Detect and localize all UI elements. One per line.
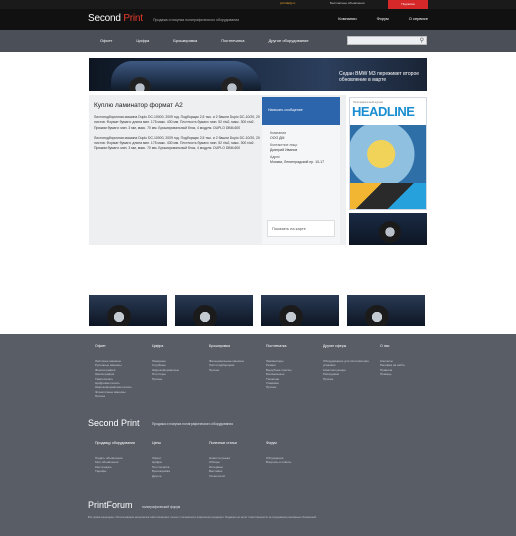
thumbnail[interactable] xyxy=(261,295,339,326)
footer-link[interactable]: Тарифы xyxy=(95,469,107,474)
top-promo-link[interactable]: printdaily.ru xyxy=(280,1,296,5)
banner-text: Седан BMW M3 переживет второе обновление в марте xyxy=(339,71,420,83)
footer-link[interactable]: Прочее xyxy=(95,394,106,399)
footer-forum-tagline: полиграфический форум xyxy=(142,505,181,509)
company-label: Компания xyxy=(270,131,287,135)
footer-link[interactable]: Новости рынка xyxy=(209,456,230,460)
nav-postpress[interactable]: Постпечатка xyxy=(221,38,245,43)
write-message-button[interactable]: Написать сообщение xyxy=(262,97,340,125)
footer-link[interactable]: Шелкография xyxy=(95,372,115,377)
footer-heading: Цены xyxy=(152,441,161,445)
footer-heading: Офсет xyxy=(95,344,106,348)
footer-link[interactable]: Рулонные машины xyxy=(95,363,122,368)
footer-heading: Продавцу оборудования xyxy=(95,441,135,445)
footer-link[interactable]: Мои объявления xyxy=(95,460,119,465)
footer-link[interactable]: Резаки xyxy=(266,363,276,368)
person-value: Дмитрий Иванов xyxy=(270,147,298,152)
site-header xyxy=(0,9,516,30)
footer-link[interactable]: Струйные xyxy=(152,363,166,368)
footer-link[interactable]: Другое xyxy=(152,473,162,478)
footer-link[interactable]: Широкоформатные xyxy=(152,367,180,372)
footer-link[interactable]: Брошюровка xyxy=(152,469,170,474)
footer-columns-secondary xyxy=(95,441,323,478)
footer-link[interactable]: Листоподборщики xyxy=(209,363,235,368)
ad-headline: HEADLINE xyxy=(352,104,415,119)
footer-link[interactable]: Офсет xyxy=(152,456,162,460)
footer-link[interactable]: Реклама на сайте xyxy=(380,363,405,368)
footer-link[interactable]: Широкоформатная печать xyxy=(95,385,132,390)
footer-heading: Другие сферы xyxy=(323,344,347,348)
footer-link[interactable]: Биговальные xyxy=(266,372,285,377)
footer-link[interactable]: Цифровая печать xyxy=(95,381,120,386)
footer-link[interactable]: Прочее xyxy=(266,385,277,390)
address-value: Москва, Ленинградский пр. 10-17 xyxy=(270,159,325,164)
site-tagline: Продажа и покупка полиграфического оборудования xyxy=(153,18,239,22)
footer-link[interactable]: Обзоры xyxy=(209,460,220,465)
car-image xyxy=(111,61,261,91)
thumbnail[interactable] xyxy=(89,295,167,326)
address-label: Адрес xyxy=(270,155,281,160)
header-nav-forum[interactable]: Форум xyxy=(376,16,389,21)
thumbnail[interactable] xyxy=(347,295,425,326)
footer-heading: Брошюровка xyxy=(209,344,230,348)
ad-subline: Полиграфический журнал xyxy=(353,101,384,104)
footer-link[interactable]: Контакты xyxy=(380,359,393,363)
headline-ad[interactable] xyxy=(349,97,427,210)
footer-heading: Цифра xyxy=(152,344,164,348)
footer-link[interactable]: Фальцевальные машины xyxy=(209,359,245,363)
footer-link[interactable]: Обсуждения xyxy=(266,456,284,460)
top-bar xyxy=(0,0,516,9)
footer-link[interactable]: Упаковка xyxy=(266,381,279,386)
nav-other[interactable]: Другое оборудование xyxy=(268,38,309,43)
footer-link[interactable]: Правила xyxy=(380,367,393,372)
footer-link[interactable]: Флексография xyxy=(95,367,116,372)
footer-link[interactable]: Этикеточные машины xyxy=(95,389,126,394)
footer-link[interactable]: Прочее xyxy=(152,376,163,381)
footer-link[interactable]: Выставки xyxy=(209,469,223,474)
footer-link[interactable]: Прочее xyxy=(323,376,334,381)
footer-fine-print: Все права защищены. Использование материалов сайта возможно только с письменного разрешения редакции. Редакция не несет ответственности за содержание рекламных объявлений. xyxy=(88,516,317,519)
listing-paragraph: Листоподборочная машина Duplo DC-10000, 2009 год. Подборщик 2,5 тыс. и 2 башни Duplo DC-10/20, 20 листов. Формат бумаги: длина мин. 175 макс. 430 мм. Плотность бумаги: мин. 52 г/м2, макс. 300 г/м2. Прижим бумаги: мин. 3 мм, макс. 70 мм. Брошюровальный блок, 4 модуля. DUPLO DBM-600 xyxy=(94,115,260,130)
footer-link[interactable]: Интервью xyxy=(209,464,223,469)
header-nav xyxy=(338,16,428,21)
thumbnail[interactable] xyxy=(175,295,253,326)
search-input[interactable] xyxy=(347,36,427,45)
footer-link[interactable]: Прочее xyxy=(209,367,220,372)
category-navbar xyxy=(0,30,516,52)
nav-digital[interactable]: Цифра xyxy=(136,38,150,43)
show-on-map-button[interactable]: Показать на карте xyxy=(267,220,335,237)
footer-link[interactable]: Расходники xyxy=(323,372,340,377)
site-logo[interactable]: Second Print xyxy=(88,13,143,24)
footer-link[interactable]: Помощь xyxy=(380,372,392,377)
listing-title: Куплю ламинатор формат А2 xyxy=(94,102,183,109)
footer-link[interactable]: Комплектующие xyxy=(323,367,346,372)
footer-heading: О нас xyxy=(380,344,390,348)
contact-panel xyxy=(262,97,340,244)
footer-link[interactable]: Вопросы и ответы xyxy=(266,460,292,465)
footer-link[interactable]: Тампопечать xyxy=(95,376,114,381)
footer-columns xyxy=(95,344,437,399)
header-nav-companies[interactable]: Компании xyxy=(338,16,357,21)
nav-offset[interactable]: Офсет xyxy=(100,38,113,43)
footer-link[interactable]: Вырубные прессы xyxy=(266,367,292,372)
listing-body xyxy=(94,115,262,157)
listing-paragraph: Листоподборочная машина Duplo DC-10000, 2009 год. Подборщик 2,5 тыс. и 2 башни Duplo DC-10/20, 20 листов. Формат бумаги: длина мин. 175 макс. 430 мм. Плотность бумаги: мин. 52 г/м2, макс. 300 г/м2. Прижим бумаги: мин. 3 мм, макс. 70 мм. Брошюровальный блок, 4 модуля. DUPLO DBM-600 xyxy=(94,135,260,151)
footer-heading: Форум xyxy=(266,441,277,445)
header-nav-about[interactable]: О сервисе xyxy=(408,16,428,21)
footer-logo[interactable]: Second Print xyxy=(88,418,140,428)
person-label: Контактное лицо xyxy=(270,143,298,148)
footer-heading: Полезные статьи xyxy=(209,441,237,445)
footer-link[interactable]: Ламинаторы xyxy=(266,359,284,363)
car-ad[interactable] xyxy=(349,213,427,245)
footer-tagline: Продажа и покупка полиграфического оборудования xyxy=(152,422,234,426)
footer-link[interactable]: Как продать xyxy=(95,464,112,469)
footer-link[interactable]: Постпечатка xyxy=(152,464,170,469)
company-value: ООО ДМ xyxy=(270,135,285,140)
top-promo2-link[interactable]: Бесплатные объявления xyxy=(330,1,365,5)
footer-forum-logo[interactable]: PrintForum xyxy=(88,500,133,510)
footer-link[interactable]: Оборудование для изготовления упаковки xyxy=(323,359,369,368)
footer-link[interactable]: Цифра xyxy=(152,460,162,465)
nav-binding[interactable]: Брошюровка xyxy=(173,38,198,43)
footer-link[interactable]: Лазерные xyxy=(152,359,166,363)
search-icon[interactable]: ⚲ xyxy=(419,38,424,44)
footer-link[interactable]: Технологии xyxy=(209,473,225,478)
footer-heading: Постпечатка xyxy=(266,344,287,348)
subscribe-button[interactable]: Подписка xyxy=(388,0,428,9)
footer-link[interactable]: Листовые машины xyxy=(95,359,122,363)
footer-link[interactable]: Тиснение xyxy=(266,376,280,381)
footer-link[interactable]: Плоттеры xyxy=(152,372,166,377)
footer-link[interactable]: Подать объявление xyxy=(95,456,123,460)
thumbnail-strip xyxy=(89,295,425,326)
top-banner[interactable] xyxy=(89,58,427,91)
